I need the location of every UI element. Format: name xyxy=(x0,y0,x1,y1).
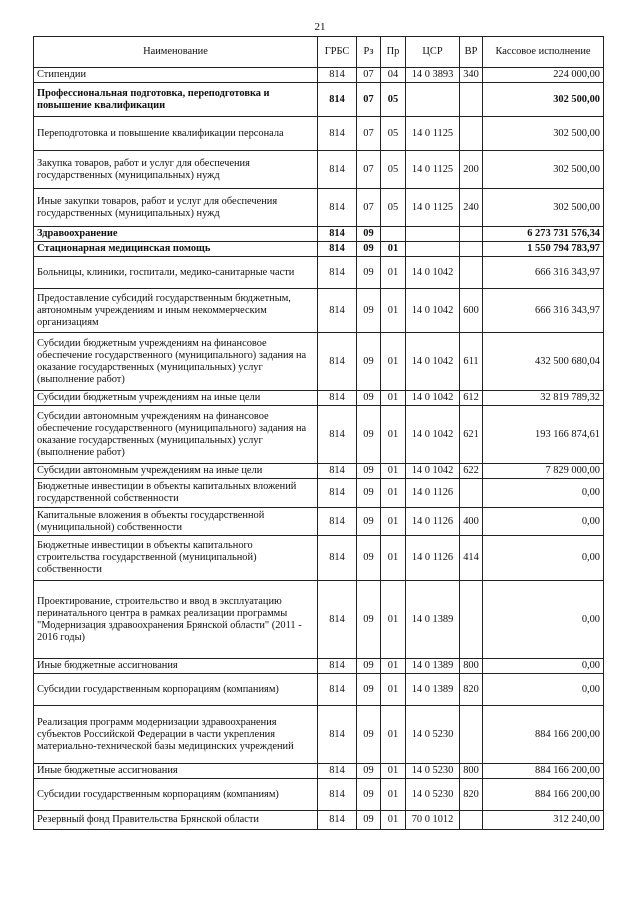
cell-csr xyxy=(406,83,460,117)
cell-amount: 0,00 xyxy=(483,674,604,706)
cell-rz: 07 xyxy=(357,83,381,117)
cell-grbs: 814 xyxy=(318,764,357,779)
cell-rz: 09 xyxy=(357,464,381,479)
cell-pr: 01 xyxy=(381,536,406,581)
cell-vr xyxy=(460,242,483,257)
cell-pr: 01 xyxy=(381,764,406,779)
cell-rz: 09 xyxy=(357,659,381,674)
cell-name: Субсидии государственным корпорациям (компаниям) xyxy=(34,674,318,706)
cell-grbs: 814 xyxy=(318,242,357,257)
cell-grbs: 814 xyxy=(318,479,357,508)
cell-vr xyxy=(460,581,483,659)
cell-pr: 01 xyxy=(381,706,406,764)
cell-pr: 01 xyxy=(381,257,406,289)
cell-csr: 14 0 1389 xyxy=(406,674,460,706)
cell-rz: 09 xyxy=(357,811,381,830)
table-row xyxy=(34,257,604,289)
cell-vr: 340 xyxy=(460,68,483,83)
cell-csr: 14 0 1042 xyxy=(406,406,460,464)
cell-pr: 01 xyxy=(381,581,406,659)
header-name: Наименование xyxy=(34,37,318,68)
cell-grbs: 814 xyxy=(318,779,357,811)
cell-rz: 07 xyxy=(357,189,381,227)
cell-name: Субсидии государственным корпорациям (компаниям) xyxy=(34,779,318,811)
table-row xyxy=(34,811,604,830)
cell-vr xyxy=(460,811,483,830)
cell-amount: 884 166 200,00 xyxy=(483,764,604,779)
cell-amount: 1 550 794 783,97 xyxy=(483,242,604,257)
cell-rz: 09 xyxy=(357,227,381,242)
header-grbs: ГРБС xyxy=(318,37,357,68)
cell-grbs: 814 xyxy=(318,83,357,117)
table-row xyxy=(34,83,604,117)
table-row xyxy=(34,508,604,536)
cell-csr: 14 0 1126 xyxy=(406,479,460,508)
header-amount: Кассовое исполнение xyxy=(483,37,604,68)
header-csr: ЦСР xyxy=(406,37,460,68)
cell-pr: 01 xyxy=(381,242,406,257)
cell-vr: 820 xyxy=(460,779,483,811)
cell-csr: 14 0 1125 xyxy=(406,151,460,189)
cell-name: Иные бюджетные ассигнования xyxy=(34,659,318,674)
cell-grbs: 814 xyxy=(318,257,357,289)
cell-rz: 09 xyxy=(357,333,381,391)
cell-csr: 14 0 1042 xyxy=(406,464,460,479)
cell-amount: 884 166 200,00 xyxy=(483,779,604,811)
cell-rz: 09 xyxy=(357,406,381,464)
cell-name: Предоставление субсидий государственным бюджетным, автономным учреждениям и иным некоммерческим организациям xyxy=(34,289,318,333)
cell-grbs: 814 xyxy=(318,406,357,464)
table-row xyxy=(34,189,604,227)
cell-rz: 09 xyxy=(357,536,381,581)
cell-amount: 884 166 200,00 xyxy=(483,706,604,764)
cell-pr: 01 xyxy=(381,779,406,811)
cell-grbs: 814 xyxy=(318,536,357,581)
cell-grbs: 814 xyxy=(318,581,357,659)
cell-name: Бюджетные инвестиции в объекты капитальных вложений государственной собственности xyxy=(34,479,318,508)
cell-pr: 04 xyxy=(381,68,406,83)
cell-name: Больницы, клиники, госпитали, медико-санитарные части xyxy=(34,257,318,289)
cell-vr: 612 xyxy=(460,391,483,406)
cell-pr: 01 xyxy=(381,464,406,479)
cell-amount: 302 500,00 xyxy=(483,83,604,117)
cell-vr: 622 xyxy=(460,464,483,479)
cell-vr: 400 xyxy=(460,508,483,536)
cell-pr: 01 xyxy=(381,406,406,464)
cell-amount: 7 829 000,00 xyxy=(483,464,604,479)
cell-vr: 621 xyxy=(460,406,483,464)
cell-csr: 14 0 1126 xyxy=(406,508,460,536)
table-row xyxy=(34,68,604,83)
cell-vr xyxy=(460,257,483,289)
cell-csr xyxy=(406,227,460,242)
cell-rz: 09 xyxy=(357,479,381,508)
cell-grbs: 814 xyxy=(318,117,357,151)
cell-name: Бюджетные инвестиции в объекты капитального строительства государственной (муниципальной) собственности xyxy=(34,536,318,581)
cell-amount: 0,00 xyxy=(483,479,604,508)
table-row xyxy=(34,581,604,659)
cell-pr: 01 xyxy=(381,479,406,508)
cell-rz: 09 xyxy=(357,581,381,659)
table-row xyxy=(34,117,604,151)
cell-vr: 414 xyxy=(460,536,483,581)
cell-rz: 09 xyxy=(357,391,381,406)
cell-pr: 05 xyxy=(381,83,406,117)
cell-name: Резервный фонд Правительства Брянской области xyxy=(34,811,318,830)
cell-grbs: 814 xyxy=(318,151,357,189)
cell-name: Переподготовка и повышение квалификации персонала xyxy=(34,117,318,151)
cell-amount: 6 273 731 576,34 xyxy=(483,227,604,242)
cell-vr: 240 xyxy=(460,189,483,227)
cell-name: Здравоохранение xyxy=(34,227,318,242)
cell-grbs: 814 xyxy=(318,289,357,333)
cell-csr: 14 0 1389 xyxy=(406,659,460,674)
cell-rz: 09 xyxy=(357,289,381,333)
cell-grbs: 814 xyxy=(318,674,357,706)
cell-grbs: 814 xyxy=(318,659,357,674)
table-row xyxy=(34,464,604,479)
cell-name: Субсидии бюджетным учреждениям на иные цели xyxy=(34,391,318,406)
cell-name: Иные бюджетные ассигнования xyxy=(34,764,318,779)
table-row xyxy=(34,674,604,706)
cell-rz: 07 xyxy=(357,151,381,189)
cell-vr: 200 xyxy=(460,151,483,189)
table-row xyxy=(34,479,604,508)
cell-name: Стипендии xyxy=(34,68,318,83)
cell-rz: 09 xyxy=(357,779,381,811)
cell-grbs: 814 xyxy=(318,464,357,479)
cell-amount: 312 240,00 xyxy=(483,811,604,830)
table-row xyxy=(34,391,604,406)
cell-grbs: 814 xyxy=(318,333,357,391)
cell-grbs: 814 xyxy=(318,68,357,83)
page-number: 21 xyxy=(314,21,326,33)
cell-grbs: 814 xyxy=(318,391,357,406)
header-row xyxy=(34,37,604,68)
cell-name: Субсидии автономным учреждениям на финансовое обеспечение государственного (муниципального) задания на оказание государственных (муниципальных) услуг (выполнение работ) xyxy=(34,406,318,464)
cell-csr: 14 0 1125 xyxy=(406,189,460,227)
header-rz: Рз xyxy=(357,37,381,68)
header-vr: ВР xyxy=(460,37,483,68)
cell-pr: 05 xyxy=(381,189,406,227)
header-pr: Пр xyxy=(381,37,406,68)
cell-name: Субсидии бюджетным учреждениям на финансовое обеспечение государственного (муниципального) задания на оказание государственных (муниципальных) услуг (выполнение работ) xyxy=(34,333,318,391)
cell-amount: 666 316 343,97 xyxy=(483,289,604,333)
cell-amount: 0,00 xyxy=(483,508,604,536)
cell-amount: 302 500,00 xyxy=(483,151,604,189)
cell-name: Реализация программ модернизации здравоохранения субъектов Российской Федерации в части укрепления материально-технической базы медицинских учреждений xyxy=(34,706,318,764)
cell-grbs: 814 xyxy=(318,706,357,764)
cell-vr: 800 xyxy=(460,764,483,779)
cell-csr: 14 0 1126 xyxy=(406,536,460,581)
cell-pr: 01 xyxy=(381,391,406,406)
cell-name: Закупка товаров, работ и услуг для обеспечения государственных (муниципальных) нужд xyxy=(34,151,318,189)
cell-rz: 09 xyxy=(357,674,381,706)
budget-execution-table xyxy=(33,36,604,830)
table-row xyxy=(34,779,604,811)
cell-pr: 01 xyxy=(381,508,406,536)
table-row xyxy=(34,406,604,464)
cell-vr xyxy=(460,706,483,764)
cell-vr xyxy=(460,83,483,117)
cell-name: Проектирование, строительство и ввод в эксплуатацию перинатального центра в рамках реализации программы "Модернизация здравоохранения Брянской области" (2011 - 2016 годы) xyxy=(34,581,318,659)
cell-grbs: 814 xyxy=(318,508,357,536)
cell-amount: 193 166 874,61 xyxy=(483,406,604,464)
cell-pr: 01 xyxy=(381,811,406,830)
cell-csr xyxy=(406,242,460,257)
cell-vr xyxy=(460,479,483,508)
cell-csr: 14 0 1042 xyxy=(406,333,460,391)
cell-vr: 611 xyxy=(460,333,483,391)
cell-rz: 07 xyxy=(357,68,381,83)
cell-amount: 302 500,00 xyxy=(483,189,604,227)
cell-name: Субсидии автономным учреждениям на иные цели xyxy=(34,464,318,479)
cell-pr xyxy=(381,227,406,242)
cell-pr: 01 xyxy=(381,333,406,391)
cell-amount: 666 316 343,97 xyxy=(483,257,604,289)
cell-name: Капитальные вложения в объекты государственной (муниципальной) собственности xyxy=(34,508,318,536)
cell-csr: 14 0 5230 xyxy=(406,764,460,779)
cell-rz: 09 xyxy=(357,242,381,257)
cell-csr: 14 0 5230 xyxy=(406,779,460,811)
cell-pr: 01 xyxy=(381,289,406,333)
cell-csr: 14 0 1125 xyxy=(406,117,460,151)
cell-amount: 32 819 789,32 xyxy=(483,391,604,406)
table-row xyxy=(34,536,604,581)
cell-rz: 09 xyxy=(357,257,381,289)
cell-vr: 820 xyxy=(460,674,483,706)
cell-pr: 05 xyxy=(381,151,406,189)
cell-name: Профессиональная подготовка, переподготовка и повышение квалификации xyxy=(34,83,318,117)
table-row xyxy=(34,289,604,333)
cell-csr: 14 0 3893 xyxy=(406,68,460,83)
cell-rz: 09 xyxy=(357,508,381,536)
table-row xyxy=(34,227,604,242)
table-row xyxy=(34,659,604,674)
cell-amount: 0,00 xyxy=(483,536,604,581)
cell-amount: 0,00 xyxy=(483,659,604,674)
cell-pr: 01 xyxy=(381,659,406,674)
table-row xyxy=(34,333,604,391)
cell-amount: 302 500,00 xyxy=(483,117,604,151)
cell-amount: 0,00 xyxy=(483,581,604,659)
cell-pr: 05 xyxy=(381,117,406,151)
cell-vr xyxy=(460,117,483,151)
cell-grbs: 814 xyxy=(318,227,357,242)
cell-vr: 600 xyxy=(460,289,483,333)
table-row xyxy=(34,242,604,257)
cell-amount: 432 500 680,04 xyxy=(483,333,604,391)
table-row xyxy=(34,706,604,764)
cell-csr: 70 0 1012 xyxy=(406,811,460,830)
cell-csr: 14 0 1389 xyxy=(406,581,460,659)
cell-pr: 01 xyxy=(381,674,406,706)
cell-csr: 14 0 1042 xyxy=(406,391,460,406)
table-row xyxy=(34,764,604,779)
cell-rz: 07 xyxy=(357,117,381,151)
cell-name: Стационарная медицинская помощь xyxy=(34,242,318,257)
cell-rz: 09 xyxy=(357,706,381,764)
cell-amount: 224 000,00 xyxy=(483,68,604,83)
cell-csr: 14 0 1042 xyxy=(406,257,460,289)
table-row xyxy=(34,151,604,189)
cell-grbs: 814 xyxy=(318,189,357,227)
cell-csr: 14 0 1042 xyxy=(406,289,460,333)
cell-csr: 14 0 5230 xyxy=(406,706,460,764)
cell-name: Иные закупки товаров, работ и услуг для обеспечения государственных (муниципальных) нужд xyxy=(34,189,318,227)
cell-grbs: 814 xyxy=(318,811,357,830)
cell-rz: 09 xyxy=(357,764,381,779)
cell-vr xyxy=(460,227,483,242)
cell-vr: 800 xyxy=(460,659,483,674)
